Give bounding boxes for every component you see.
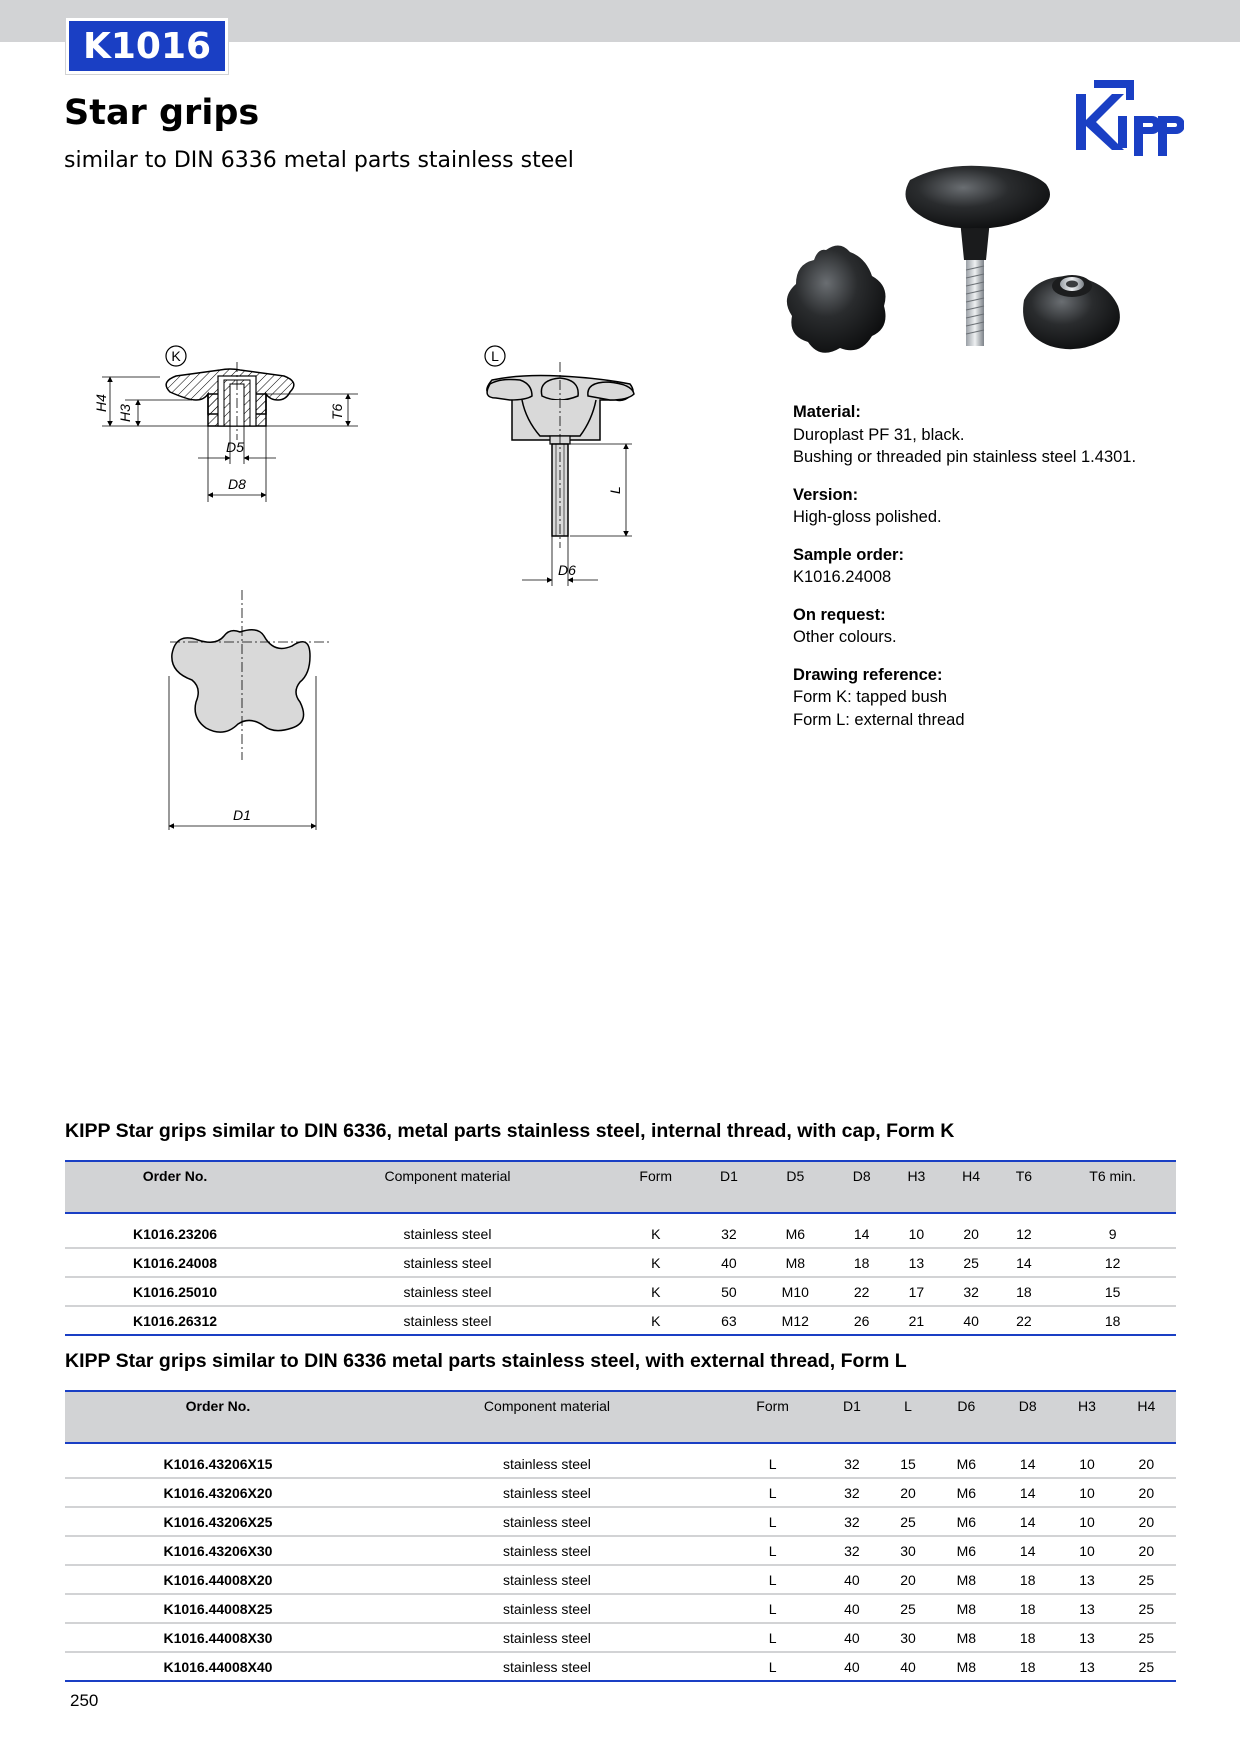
svg-text:H4: H4 bbox=[93, 394, 109, 412]
table-cell: L bbox=[723, 1565, 822, 1594]
table-cell: K bbox=[610, 1277, 702, 1306]
table-header-row bbox=[65, 1161, 1176, 1213]
table-cell: 40 bbox=[822, 1565, 881, 1594]
column-header: H3 bbox=[889, 1161, 944, 1213]
table-cell: 20 bbox=[1117, 1536, 1176, 1565]
info-line: Other colours. bbox=[793, 628, 897, 646]
table-row bbox=[65, 1277, 1176, 1306]
table-cell: M6 bbox=[935, 1507, 998, 1536]
table-row bbox=[65, 1450, 1176, 1478]
table-cell: 14 bbox=[998, 1536, 1057, 1565]
info-on-request bbox=[793, 604, 1213, 649]
column-header: Order No. bbox=[65, 1161, 285, 1213]
table-cell: 32 bbox=[822, 1478, 881, 1507]
info-line: Bushing or threaded pin stainless steel 1.4301. bbox=[793, 448, 1137, 466]
table-cell: 10 bbox=[889, 1220, 944, 1248]
table-cell: 14 bbox=[834, 1220, 889, 1248]
table-cell: 14 bbox=[998, 1478, 1057, 1507]
column-header: D6 bbox=[935, 1391, 998, 1443]
info-line: Form L: external thread bbox=[793, 710, 965, 729]
table-cell: M6 bbox=[935, 1478, 998, 1507]
info-material bbox=[793, 401, 1213, 469]
table-cell: K bbox=[610, 1220, 702, 1248]
table-cell: 12 bbox=[998, 1220, 1049, 1248]
table-cell: 40 bbox=[822, 1594, 881, 1623]
info-drawing-reference bbox=[793, 664, 1213, 732]
order-number-cell: K1016.43206X25 bbox=[65, 1507, 371, 1536]
table-cell: L bbox=[723, 1536, 822, 1565]
column-header: Order No. bbox=[65, 1391, 371, 1443]
table-cell: stainless steel bbox=[371, 1623, 723, 1652]
order-number-cell: K1016.44008X30 bbox=[65, 1623, 371, 1652]
table-cell: 40 bbox=[822, 1652, 881, 1681]
table-cell: 14 bbox=[998, 1507, 1057, 1536]
top-view bbox=[169, 590, 330, 830]
table-row bbox=[65, 1220, 1176, 1248]
order-number-cell: K1016.44008X25 bbox=[65, 1594, 371, 1623]
table-cell: 12 bbox=[1049, 1248, 1176, 1277]
order-number-cell: K1016.24008 bbox=[65, 1248, 285, 1277]
info-sample-order bbox=[793, 544, 1213, 589]
svg-text:T6: T6 bbox=[329, 403, 345, 420]
svg-text:D1: D1 bbox=[233, 807, 251, 823]
page-title: Star grips bbox=[64, 93, 260, 133]
svg-text:K: K bbox=[171, 348, 181, 364]
info-label: Version: bbox=[793, 485, 859, 504]
table-cell: 18 bbox=[998, 1623, 1057, 1652]
table-cell: stainless steel bbox=[285, 1220, 610, 1248]
table-cell: 32 bbox=[822, 1450, 881, 1478]
table-cell: 13 bbox=[1057, 1594, 1116, 1623]
order-number-cell: K1016.44008X40 bbox=[65, 1652, 371, 1681]
table-cell: L bbox=[723, 1594, 822, 1623]
column-header: D8 bbox=[998, 1391, 1057, 1443]
product-photo bbox=[780, 160, 1140, 380]
table-cell: stainless steel bbox=[371, 1594, 723, 1623]
table-row bbox=[65, 1306, 1176, 1335]
table-cell: 30 bbox=[882, 1623, 935, 1652]
table-cell: 20 bbox=[1117, 1450, 1176, 1478]
table-cell: 10 bbox=[1057, 1450, 1116, 1478]
table-cell: 22 bbox=[834, 1277, 889, 1306]
table-cell: 40 bbox=[702, 1248, 757, 1277]
table-cell: 20 bbox=[1117, 1478, 1176, 1507]
info-label: Material: bbox=[793, 403, 861, 421]
table-cell: 13 bbox=[1057, 1623, 1116, 1652]
table-cell: stainless steel bbox=[371, 1536, 723, 1565]
svg-text:L: L bbox=[491, 348, 499, 364]
table-cell: 13 bbox=[889, 1248, 944, 1277]
order-number-cell: K1016.43206X20 bbox=[65, 1478, 371, 1507]
table-row bbox=[65, 1623, 1176, 1652]
table-cell: M8 bbox=[935, 1623, 998, 1652]
order-number-cell: K1016.43206X30 bbox=[65, 1536, 371, 1565]
info-line: K1016.24008 bbox=[793, 568, 892, 586]
table-cell: 25 bbox=[1117, 1565, 1176, 1594]
column-header: Component material bbox=[371, 1391, 723, 1443]
table-cell: stainless steel bbox=[371, 1652, 723, 1681]
table-cell: 9 bbox=[1049, 1220, 1176, 1248]
table-cell: 30 bbox=[882, 1536, 935, 1565]
table-cell: 18 bbox=[998, 1652, 1057, 1681]
table-cell: 18 bbox=[834, 1248, 889, 1277]
table-cell: L bbox=[723, 1450, 822, 1478]
kipp-logo bbox=[1072, 76, 1184, 160]
svg-text:H3: H3 bbox=[117, 404, 133, 422]
table-cell: L bbox=[723, 1478, 822, 1507]
table-cell: L bbox=[723, 1652, 822, 1681]
order-number-cell: K1016.23206 bbox=[65, 1220, 285, 1248]
table-cell: 32 bbox=[822, 1507, 881, 1536]
table-row bbox=[65, 1594, 1176, 1623]
table-cell: L bbox=[723, 1623, 822, 1652]
table-row bbox=[65, 1478, 1176, 1507]
table-cell: stainless steel bbox=[371, 1565, 723, 1594]
table-cell: 10 bbox=[1057, 1507, 1116, 1536]
table-cell: 18 bbox=[998, 1594, 1057, 1623]
table-row bbox=[65, 1248, 1176, 1277]
table-cell: 20 bbox=[882, 1565, 935, 1594]
table-cell: 13 bbox=[1057, 1565, 1116, 1594]
order-number-cell: K1016.26312 bbox=[65, 1306, 285, 1335]
table-row bbox=[65, 1652, 1176, 1681]
table-cell: 25 bbox=[1117, 1623, 1176, 1652]
table-cell: M12 bbox=[756, 1306, 834, 1335]
info-line: Duroplast PF 31, black. bbox=[793, 425, 965, 444]
table-cell: 15 bbox=[1049, 1277, 1176, 1306]
column-header: D5 bbox=[756, 1161, 834, 1213]
table-cell: 10 bbox=[1057, 1536, 1116, 1565]
table-cell: 21 bbox=[889, 1306, 944, 1335]
info-label: On request: bbox=[793, 605, 886, 624]
form-k-section bbox=[93, 362, 358, 502]
table-cell: 22 bbox=[998, 1306, 1049, 1335]
table-cell: 63 bbox=[702, 1306, 757, 1335]
table-cell: 14 bbox=[998, 1450, 1057, 1478]
table-cell: K bbox=[610, 1248, 702, 1277]
form-l-view bbox=[487, 362, 634, 586]
table-cell: stainless steel bbox=[285, 1277, 610, 1306]
page-number: 250 bbox=[70, 1691, 99, 1710]
column-header: Form bbox=[723, 1391, 822, 1443]
info-line: High-gloss polished. bbox=[793, 508, 942, 526]
form-l-marker bbox=[485, 346, 505, 366]
product-info bbox=[793, 401, 1213, 746]
table-header-row bbox=[65, 1391, 1176, 1443]
table-cell: 32 bbox=[702, 1220, 757, 1248]
table-cell: 40 bbox=[882, 1652, 935, 1681]
table-cell: M8 bbox=[756, 1248, 834, 1277]
column-header: H3 bbox=[1057, 1391, 1116, 1443]
info-label: Drawing reference: bbox=[793, 665, 943, 684]
column-header: D1 bbox=[702, 1161, 757, 1213]
table-k-title: KIPP Star grips similar to DIN 6336, metal parts stainless steel, internal thread, with cap, Form K bbox=[65, 1120, 955, 1142]
table-cell: 18 bbox=[998, 1277, 1049, 1306]
table-cell: 10 bbox=[1057, 1478, 1116, 1507]
table-cell: 25 bbox=[882, 1507, 935, 1536]
table-cell: M8 bbox=[935, 1594, 998, 1623]
table-cell: 32 bbox=[944, 1277, 999, 1306]
table-cell: 20 bbox=[1117, 1507, 1176, 1536]
table-cell: 18 bbox=[998, 1565, 1057, 1594]
table-form-k bbox=[65, 1160, 1176, 1336]
table-l-title: KIPP Star grips similar to DIN 6336 metal parts stainless steel, with external thread, Form L bbox=[65, 1350, 907, 1372]
svg-text:L: L bbox=[607, 486, 623, 494]
table-cell: 17 bbox=[889, 1277, 944, 1306]
table-cell: 50 bbox=[702, 1277, 757, 1306]
order-number-cell: K1016.44008X20 bbox=[65, 1565, 371, 1594]
column-header: H4 bbox=[1117, 1391, 1176, 1443]
table-cell: 40 bbox=[822, 1623, 881, 1652]
table-row bbox=[65, 1507, 1176, 1536]
column-header: L bbox=[882, 1391, 935, 1443]
table-cell: M8 bbox=[935, 1652, 998, 1681]
svg-text:D5: D5 bbox=[226, 439, 244, 455]
table-cell: 40 bbox=[944, 1306, 999, 1335]
info-line: Form K: tapped bush bbox=[793, 688, 948, 706]
table-cell: 25 bbox=[1117, 1594, 1176, 1623]
table-cell: M6 bbox=[756, 1220, 834, 1248]
page-subtitle: similar to DIN 6336 metal parts stainless steel bbox=[64, 148, 574, 173]
table-cell: stainless steel bbox=[285, 1248, 610, 1277]
table-cell: 32 bbox=[822, 1536, 881, 1565]
table-cell: 20 bbox=[944, 1220, 999, 1248]
info-label: Sample order: bbox=[793, 545, 904, 564]
column-header: H4 bbox=[944, 1161, 999, 1213]
table-row bbox=[65, 1536, 1176, 1565]
column-header: D1 bbox=[822, 1391, 881, 1443]
order-number-cell: K1016.43206X15 bbox=[65, 1450, 371, 1478]
order-number-cell: K1016.25010 bbox=[65, 1277, 285, 1306]
column-header: Component material bbox=[285, 1161, 610, 1213]
svg-text:D8: D8 bbox=[228, 476, 246, 492]
svg-text:D6: D6 bbox=[558, 562, 576, 578]
table-cell: stainless steel bbox=[371, 1507, 723, 1536]
column-header: Form bbox=[610, 1161, 702, 1213]
table-cell: 13 bbox=[1057, 1652, 1116, 1681]
info-version bbox=[793, 484, 1213, 529]
table-cell: M6 bbox=[935, 1450, 998, 1478]
table-cell: 25 bbox=[882, 1594, 935, 1623]
form-k-marker bbox=[166, 346, 186, 366]
table-cell: M10 bbox=[756, 1277, 834, 1306]
table-cell: 25 bbox=[944, 1248, 999, 1277]
table-cell: stainless steel bbox=[371, 1450, 723, 1478]
column-header: T6 bbox=[998, 1161, 1049, 1213]
table-cell: 14 bbox=[998, 1248, 1049, 1277]
table-cell: 20 bbox=[882, 1478, 935, 1507]
table-cell: stainless steel bbox=[371, 1478, 723, 1507]
table-cell: stainless steel bbox=[285, 1306, 610, 1335]
product-code-badge: K1016 bbox=[66, 18, 228, 74]
table-cell: 18 bbox=[1049, 1306, 1176, 1335]
table-cell: L bbox=[723, 1507, 822, 1536]
table-cell: K bbox=[610, 1306, 702, 1335]
column-header: T6 min. bbox=[1049, 1161, 1176, 1213]
column-header: D8 bbox=[834, 1161, 889, 1213]
table-form-l bbox=[65, 1390, 1176, 1682]
table-row bbox=[65, 1565, 1176, 1594]
table-cell: 25 bbox=[1117, 1652, 1176, 1681]
table-cell: 15 bbox=[882, 1450, 935, 1478]
table-cell: M6 bbox=[935, 1536, 998, 1565]
technical-drawing bbox=[80, 340, 680, 840]
table-cell: M8 bbox=[935, 1565, 998, 1594]
table-cell: 26 bbox=[834, 1306, 889, 1335]
